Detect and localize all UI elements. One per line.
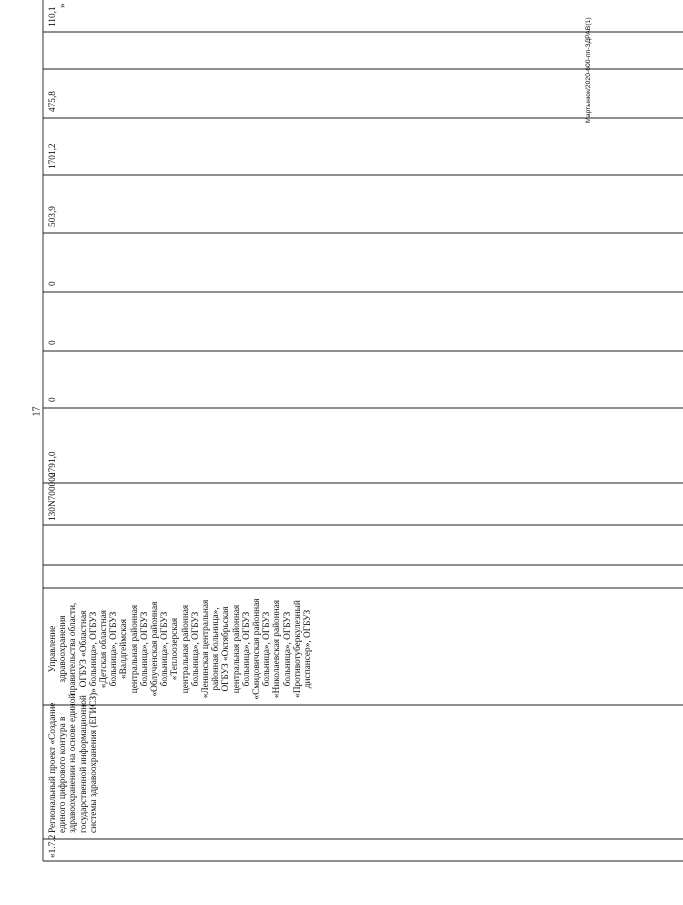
- value-col-4: 0: [48, 281, 58, 286]
- project-name: Региональный проект «Создание единого цифрового контура в здравоохранении на основе единой государственной информационной системы здравоохранения (ЕГИСЗ)»: [48, 688, 99, 833]
- page-number: 17: [31, 406, 43, 417]
- row-number: «1.7.2: [48, 834, 58, 858]
- responsible-executors: Управление здравоохранения правительства области, ОГБУЗ «Областная больница», ОГБУЗ «Детская областная больница», ОГБУЗ «Валдгеймская центральная районная больница», ОГБУЗ «Облученская районная больница», ОГБУЗ «Теплоозерская центральная районная больница», ОГБУЗ «Ленинская центральная районная больница», ОГБУЗ «Октябрьская центральная районная больница», ОГБУЗ «Смидовичская районная больница», ОГБУЗ «Николаевская районная больница», ОГБУЗ «Противотуберкулезный диспансер», ОГБУЗ: [48, 598, 314, 700]
- value-col-8: 110,1: [48, 6, 58, 27]
- table-grid: [43, 0, 683, 861]
- value-col-5: 503,9: [48, 206, 58, 227]
- budget-code: 130N700000: [48, 472, 58, 521]
- value-col-7: 475,8: [48, 91, 58, 112]
- rotated-table-sheet: [43, 0, 683, 861]
- value-total: 2791,0: [48, 451, 58, 477]
- document-stamp: Мартынюк/2020-600-пп-ЗДРАВ(1): [585, 17, 592, 123]
- value-col-3: 0: [48, 340, 58, 345]
- closing-quote-mark: »: [58, 3, 68, 8]
- value-col-2: 0: [48, 397, 58, 402]
- value-col-6: 1701,2: [48, 143, 58, 169]
